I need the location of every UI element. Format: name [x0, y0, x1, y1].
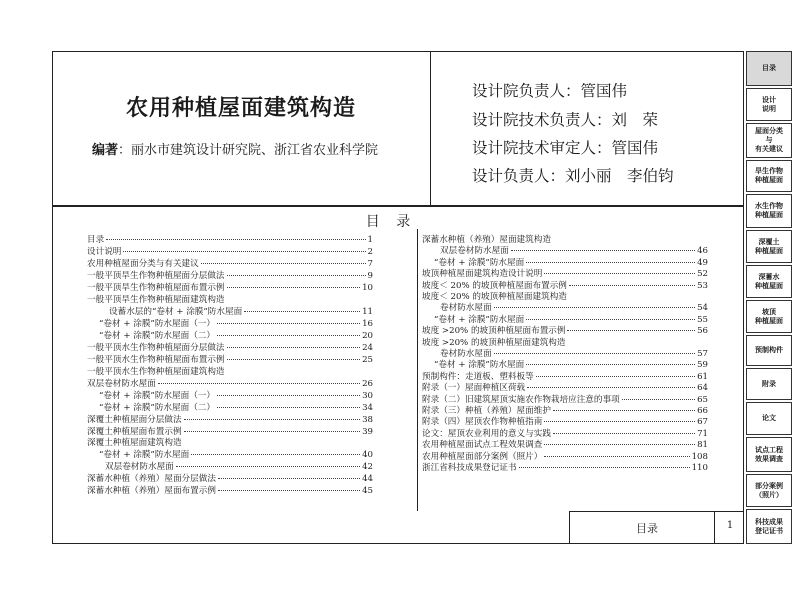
section-tab-label: 登记证书 — [755, 526, 783, 535]
toc-entry-page: 64 — [697, 383, 708, 394]
toc-entry[interactable] — [422, 462, 708, 474]
toc-leader-dots — [106, 239, 365, 240]
toc-entry-page: 45 — [362, 486, 373, 497]
toc-entry-title: 双层卷材防水屋面 — [440, 246, 509, 257]
toc-entry[interactable] — [87, 473, 373, 485]
toc-entry[interactable] — [422, 428, 708, 440]
toc-entry-page: 49 — [697, 257, 708, 268]
toc-entry-page: 46 — [697, 246, 708, 257]
section-tab-label: 效果调查 — [755, 454, 783, 463]
toc-leader-dots — [217, 407, 360, 408]
toc-entry-title: “卷材 + 涂膜”防水屋面 — [434, 314, 525, 325]
editors-label: 编著 — [92, 143, 119, 158]
toc-leader-dots — [553, 433, 695, 434]
toc-leader-dots — [553, 410, 695, 411]
toc-entry-title: 附录（一）屋面种植区荷载 — [422, 383, 526, 394]
section-tab-label: 附录 — [762, 379, 776, 388]
toc-entry-page: 81 — [697, 440, 708, 451]
toc-entry-title: 一般平顶水生作物种植屋面布置示例 — [87, 354, 225, 365]
toc-entry[interactable] — [422, 451, 708, 463]
toc-entry-page: 39 — [362, 426, 373, 437]
section-tab-label: 说明 — [762, 104, 776, 113]
toc-leader-dots — [526, 364, 695, 365]
section-tab-label: 科技成果 — [755, 517, 783, 526]
toc-entry-page: 61 — [697, 371, 708, 382]
toc-entry-page: 65 — [697, 394, 708, 405]
section-tab-label: 坡顶 — [762, 307, 776, 316]
toc-entry[interactable] — [87, 414, 373, 426]
responsible-3: 设计院技术审定人：管国伟 — [472, 139, 659, 157]
toc-entry[interactable] — [109, 306, 373, 318]
section-tab-label: 设计 — [762, 95, 776, 104]
toc-entry-title: 一般平顶旱生作物种植屋面建筑构造 — [87, 294, 225, 305]
toc-entry-title: 附录（二）旧建筑屋顶实施农作物栽培应注意的事项 — [422, 394, 620, 405]
toc-entry-title: 深覆土种植屋面分层做法 — [87, 414, 182, 425]
toc-entry[interactable] — [87, 485, 373, 497]
header-divider-vertical — [430, 51, 431, 205]
toc-entry-title: 坡顶种植屋面建筑构造设计说明 — [422, 269, 543, 280]
toc-entry-page: 30 — [362, 390, 373, 401]
toc-entry-title: 深蓄水种植（养殖）屋面建筑构造 — [422, 235, 551, 245]
section-tab-label: 与 — [765, 136, 773, 144]
section-tab-label: 种植屋面 — [755, 246, 783, 255]
toc-leader-dots — [544, 273, 695, 274]
toc-leader-dots — [158, 383, 360, 384]
section-tab[interactable] — [746, 368, 792, 400]
toc-entry-page: 110 — [691, 463, 708, 473]
toc-entry-page: 26 — [362, 378, 373, 389]
toc-entry-title: 卷材防水屋面 — [440, 349, 492, 359]
toc-entry[interactable] — [87, 366, 373, 378]
section-tab-label: 目录 — [762, 64, 776, 72]
toc-entry-title: 浙江省科技成果登记证书 — [422, 463, 517, 473]
toc-entry[interactable] — [434, 359, 708, 371]
toc-entry-title: “卷材 + 涂膜”防水屋面（一） — [99, 318, 215, 329]
toc-entry[interactable] — [422, 291, 708, 303]
toc-entry[interactable] — [422, 234, 708, 246]
toc-entry-title: 预制构件：走道板、塑料板等 — [422, 371, 534, 382]
toc-leader-dots — [544, 456, 689, 457]
toc-leader-dots — [526, 319, 695, 320]
toc-leader-dots — [217, 323, 360, 324]
toc-entry-page: 71 — [697, 428, 708, 439]
toc-entry[interactable] — [440, 302, 708, 314]
section-tab-label: 预制构件 — [755, 346, 783, 354]
toc-entry-title: 坡度＜ 20% 的坡顶种植屋面布置示例 — [422, 280, 567, 291]
responsible-1: 设计院负责人：管国伟 — [472, 82, 628, 100]
section-tab[interactable] — [746, 509, 792, 544]
toc-entry-title: 深蓄水种植（养殖）屋面布置示例 — [87, 486, 216, 497]
toc-leader-dots — [217, 335, 360, 336]
toc-leader-dots — [536, 376, 695, 377]
toc-entry-title: “卷材 + 涂膜”防水屋面（二） — [99, 330, 215, 341]
toc-entry-page: 10 — [362, 282, 373, 293]
toc-entry-page: 24 — [362, 342, 373, 353]
responsible-4: 设计负责人：刘小丽 李伯钧 — [472, 167, 674, 185]
toc-entry[interactable] — [87, 258, 373, 270]
toc-leader-dots — [227, 287, 361, 288]
section-tab-label: 种植屋面 — [755, 281, 783, 290]
toc-entry-page: 38 — [362, 414, 373, 425]
toc-entry-page: 1 — [367, 235, 373, 245]
toc-entry[interactable] — [422, 280, 708, 292]
section-tab[interactable] — [746, 51, 792, 86]
toc-entry[interactable] — [87, 234, 373, 246]
toc-entry[interactable] — [422, 382, 708, 394]
toc-leader-dots — [191, 454, 360, 455]
toc-entry-page: 9 — [367, 270, 373, 281]
toc-entry[interactable] — [87, 354, 373, 366]
section-tab[interactable] — [746, 300, 792, 333]
toc-entry-title: “卷材 + 涂膜”防水屋面 — [434, 257, 525, 268]
toc-entry-title: 附录（四）屋顶农作物种植指南 — [422, 417, 543, 428]
section-tab-label: 水生作物 — [755, 202, 783, 210]
toc-leader-dots — [544, 444, 695, 445]
toc-entry-title: 卷材防水屋面 — [440, 303, 492, 314]
toc-entry-title: 坡度 >20% 的坡顶种植屋面建筑构造 — [422, 337, 566, 348]
toc-entry-title: 一般平顶旱生作物种植屋面分层做法 — [87, 270, 225, 281]
toc-entry[interactable] — [440, 348, 708, 360]
responsible-2: 设计院技术负责人：刘 荣 — [472, 111, 659, 129]
toc-entry-page: 66 — [697, 406, 708, 416]
section-tab[interactable] — [746, 335, 792, 366]
toc-entry[interactable] — [434, 257, 708, 269]
toc-leader-dots — [544, 421, 695, 422]
toc-entry[interactable] — [87, 246, 373, 258]
toc-entry[interactable] — [422, 337, 708, 349]
toc-entry-title: “卷材 + 涂膜”防水屋面 — [99, 450, 190, 461]
toc-entry-page: 2 — [367, 246, 373, 257]
toc-entry-title: 农用种植屋面分类与有关建议 — [87, 258, 199, 269]
toc-entry[interactable] — [87, 282, 373, 294]
toc-entry[interactable] — [87, 437, 373, 449]
toc-leader-dots — [218, 490, 360, 491]
toc-entry-title: 坡度 >20% 的坡顶种植屋面布置示例 — [422, 326, 566, 337]
footer-left-line — [569, 511, 570, 544]
toc-entry-page: 55 — [697, 314, 708, 325]
section-tab-label: 屋面分类 — [755, 127, 783, 135]
toc-entry-page: 40 — [362, 450, 373, 461]
toc-entry-title: “卷材 + 涂膜”防水屋面 — [434, 360, 525, 371]
toc-entry[interactable] — [422, 394, 708, 406]
toc-entry[interactable] — [87, 342, 373, 354]
section-tab-label: 种植屋面 — [755, 211, 783, 219]
toc-entry-title: 深蓄水种植（养殖）屋面分层做法 — [87, 474, 216, 485]
editors-value: ：丽水市建筑设计研究院、浙江省农业科学院 — [118, 143, 379, 158]
toc-entry-title: 设蓄水层的“卷材 + 涂膜”防水屋面 — [109, 306, 243, 317]
section-tab-label: 种植屋面 — [755, 176, 783, 184]
toc-leader-dots — [569, 285, 695, 286]
toc-entry-title: 双层卷材防水屋面 — [87, 378, 156, 389]
toc-entry[interactable] — [99, 330, 373, 342]
toc-leader-dots — [184, 431, 361, 432]
toc-leader-dots — [567, 330, 695, 331]
toc-entry-page: 7 — [367, 258, 373, 269]
toc-entry-page: 56 — [697, 326, 708, 337]
toc-leader-dots — [526, 262, 695, 263]
toc-entry-page: 108 — [691, 451, 708, 462]
toc-entry-title: 设计说明 — [87, 246, 122, 257]
toc-entry-title: “卷材 + 涂膜”防水屋面（一） — [99, 390, 215, 401]
toc-entry[interactable] — [422, 439, 708, 451]
toc-entry-title: 农用种植屋面试点工程效果调查 — [422, 440, 543, 451]
toc-entry-title: 深覆土种植屋面建筑构造 — [87, 438, 182, 449]
section-tab-label: 试点工程 — [755, 445, 783, 454]
section-tab[interactable] — [746, 474, 792, 507]
footer-label — [573, 512, 713, 540]
toc-leader-dots — [227, 275, 366, 276]
toc-leader-dots — [201, 263, 366, 264]
toc-entry[interactable] — [105, 461, 373, 473]
footer-page-line — [714, 511, 715, 544]
toc-entry[interactable] — [87, 270, 373, 282]
toc-leader-dots — [494, 353, 695, 354]
toc-entry-page: 57 — [697, 349, 708, 359]
toc-leader-dots — [218, 478, 360, 479]
toc-leader-dots — [527, 387, 695, 388]
toc-entry[interactable] — [422, 268, 708, 280]
header-divider-horizontal — [52, 205, 744, 207]
toc-entry-page: 34 — [362, 402, 373, 413]
toc-entry-title: 一般平顶旱生作物种植屋面布置示例 — [87, 282, 225, 293]
toc-entry-page: 59 — [697, 360, 708, 371]
toc-leader-dots — [519, 467, 690, 468]
toc-entry-title: 一般平顶水生作物种植屋面分层做法 — [87, 342, 225, 353]
toc-entry[interactable] — [99, 318, 373, 330]
section-tab[interactable] — [746, 437, 792, 472]
toc-leader-dots — [244, 311, 360, 312]
toc-entry-title: 深覆土种植屋面布置示例 — [87, 426, 182, 437]
toc-entry[interactable] — [422, 416, 708, 428]
toc-entry-title: 目录 — [87, 235, 105, 245]
section-tab-label: 部分案例 — [755, 481, 783, 490]
section-tab[interactable] — [746, 123, 792, 158]
section-tab-label: 深覆土 — [758, 237, 780, 246]
toc-column-divider — [417, 229, 418, 511]
toc-entry-title: 论文：屋顶农业利用的意义与实践 — [422, 428, 551, 439]
toc-entry[interactable] — [87, 426, 373, 438]
toc-entry-page: 52 — [697, 269, 708, 280]
toc-entry-page: 54 — [697, 303, 708, 314]
section-tab[interactable] — [746, 88, 792, 121]
toc-entry-title: 双层卷材防水屋面 — [105, 462, 174, 473]
toc-entry[interactable] — [99, 390, 373, 402]
toc-entry-title: 附录（三）种植（养殖）屋面维护 — [422, 406, 551, 416]
toc-entry[interactable] — [422, 405, 708, 417]
toc-entry-page: 16 — [362, 318, 373, 329]
toc-entry-page: 11 — [362, 306, 373, 317]
section-tab-label: 有关建议 — [755, 145, 783, 153]
toc-entry-title: 农用种植屋面部分案例（照片） — [422, 451, 543, 462]
toc-entry-page: 25 — [362, 354, 373, 365]
footer-label-text: 目录 — [636, 522, 658, 535]
toc-leader-dots — [176, 466, 360, 467]
section-tab[interactable] — [746, 265, 792, 298]
toc-entry-page: 53 — [697, 280, 708, 291]
section-tab-label: 种植屋面 — [755, 316, 783, 325]
toc-entry[interactable] — [87, 294, 373, 306]
editors-line — [92, 139, 378, 158]
toc-entry-page: 44 — [362, 474, 373, 485]
toc-heading: 目 录 — [365, 214, 417, 230]
section-tab[interactable] — [746, 230, 792, 263]
toc-entry[interactable] — [422, 371, 708, 383]
page-number: 1 — [726, 520, 734, 531]
toc-entry[interactable] — [87, 378, 373, 390]
toc-leader-dots — [123, 251, 365, 252]
section-tab[interactable] — [746, 160, 792, 192]
section-tab[interactable] — [746, 194, 792, 228]
section-tab[interactable] — [746, 402, 792, 435]
section-tab-label: 旱生作物 — [755, 167, 783, 175]
toc-leader-dots — [227, 347, 361, 348]
document-title: 农用种植屋面建筑构造 — [125, 96, 356, 121]
toc-entry[interactable] — [440, 245, 708, 257]
toc-entry[interactable] — [99, 449, 373, 461]
toc-leader-dots — [184, 419, 361, 420]
section-tab-label: 论文 — [762, 414, 776, 422]
toc-entry-title: 一般平顶水生作物种植屋面建筑构造 — [87, 366, 225, 377]
section-tab-label: （照片） — [755, 490, 783, 499]
toc-entry[interactable] — [99, 402, 373, 414]
toc-leader-dots — [494, 307, 695, 308]
toc-entry-page: 67 — [697, 417, 708, 428]
section-tab-label: 深蓄水 — [758, 272, 780, 281]
toc-entry[interactable] — [422, 325, 708, 337]
toc-leader-dots — [511, 250, 695, 251]
toc-entry-title: “卷材 + 涂膜”防水屋面（二） — [99, 402, 215, 413]
toc-leader-dots — [622, 399, 695, 400]
toc-leader-dots — [217, 395, 360, 396]
toc-entry-page: 20 — [362, 330, 373, 341]
toc-entry[interactable] — [434, 314, 708, 326]
toc-entry-title: 坡度＜ 20% 的坡顶种植屋面建筑构造 — [422, 292, 567, 302]
toc-leader-dots — [227, 359, 361, 360]
toc-entry-page: 42 — [362, 462, 373, 473]
